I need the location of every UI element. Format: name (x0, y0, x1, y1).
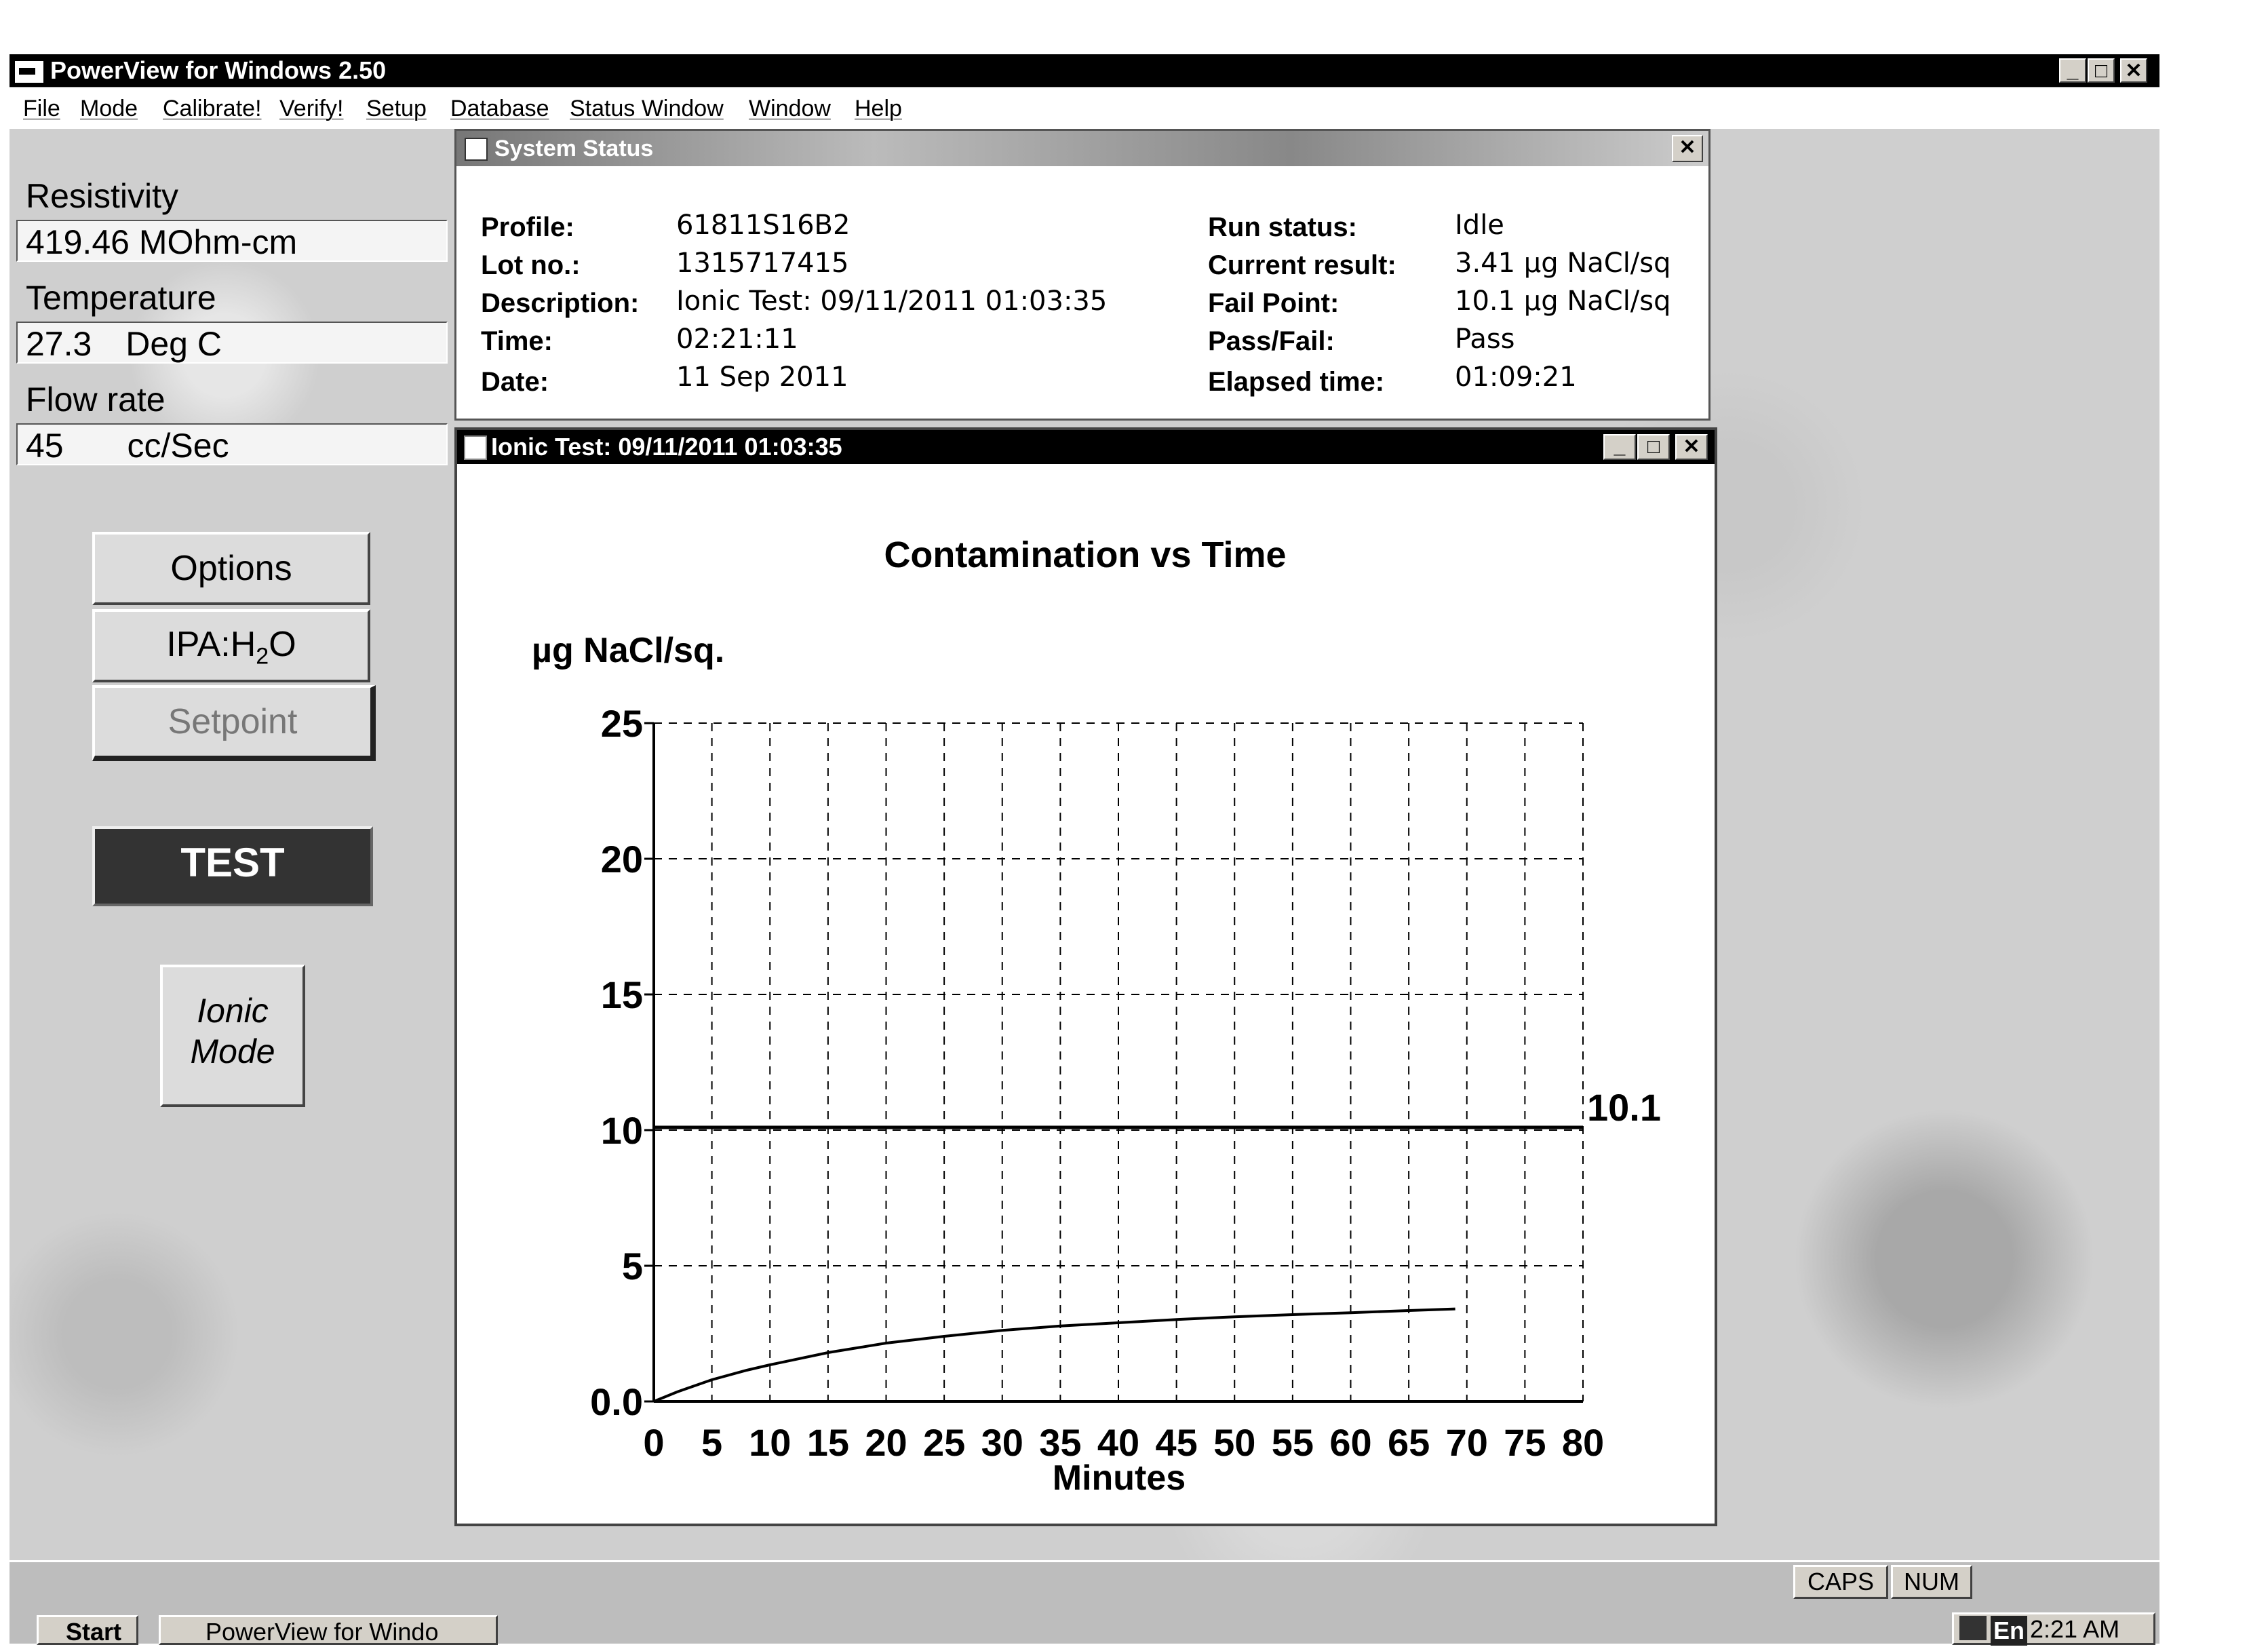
date-label: Date: (481, 367, 549, 397)
close-button[interactable]: ✕ (2120, 58, 2147, 83)
ionic-mode-button[interactable] (160, 965, 305, 1107)
menu-database[interactable]: Database (450, 96, 549, 121)
restore-button[interactable]: □ (2088, 58, 2115, 83)
x-tick-label: 0 (643, 1421, 665, 1464)
current-result-label: Current result: (1208, 250, 1396, 280)
clock: 2:21 AM (2030, 1615, 2120, 1643)
x-tick-label: 25 (922, 1421, 966, 1464)
ionic-test-window (454, 427, 1717, 1526)
x-tick-label: 10 (749, 1421, 791, 1464)
chart-title: Contamination vs Time (884, 535, 1287, 575)
num-indicator: NUM (1891, 1565, 1972, 1599)
options-button[interactable]: Options (92, 532, 370, 605)
x-tick-label: 5 (701, 1421, 723, 1464)
time-value: 02:21:11 (676, 324, 798, 355)
temperature-unit: Deg C (125, 325, 222, 363)
system-status-window (454, 129, 1710, 421)
setpoint-button[interactable]: Setpoint (92, 685, 376, 761)
resistivity-label: Resistivity (26, 177, 179, 215)
minimize-button[interactable]: _ (2059, 58, 2086, 83)
lot-value: 1315717415 (676, 248, 849, 279)
x-tick-label: 55 (1271, 1421, 1314, 1464)
taskbar-powerview-task[interactable] (159, 1615, 498, 1645)
language-indicator[interactable]: En (1991, 1616, 2027, 1646)
temperature-value: 27.3 (26, 325, 92, 363)
app-title: PowerView for Windows 2.50 (50, 56, 387, 84)
chart-maximize-button[interactable]: □ (1637, 434, 1670, 460)
ipa-text-end: O (269, 625, 296, 664)
menu-verify[interactable]: Verify! (279, 96, 344, 121)
run-status-label: Run status: (1208, 212, 1357, 242)
ipa-h2o-button[interactable] (92, 609, 370, 682)
menu-help[interactable]: Help (855, 96, 902, 121)
x-tick-label: 65 (1387, 1421, 1430, 1464)
contamination-chart (457, 465, 1715, 1525)
description-label: Description: (481, 288, 640, 318)
menu-setup[interactable]: Setup (366, 96, 427, 121)
ipa-subscript: 2 (256, 643, 269, 670)
chart-close-button[interactable]: ✕ (1675, 434, 1708, 460)
flow-rate-value: 45 (26, 427, 64, 465)
pass-fail-value: Pass (1455, 324, 1515, 355)
pass-fail-label: Pass/Fail: (1208, 326, 1335, 356)
profile-value: 61811S16B2 (676, 210, 850, 241)
contamination-series-line (654, 1309, 1455, 1401)
x-tick-label: 20 (865, 1421, 907, 1464)
description-value: Ionic Test: 09/11/2011 01:03:35 (676, 286, 1108, 317)
flow-rate-label: Flow rate (26, 381, 165, 419)
y-tick-label: 15 (600, 973, 643, 1016)
x-tick-label: 40 (1097, 1421, 1140, 1464)
y-tick-label: 25 (600, 702, 643, 745)
x-tick-label: 35 (1039, 1421, 1082, 1464)
elapsed-time-label: Elapsed time: (1208, 367, 1385, 397)
ionic-test-title-bar (457, 430, 1715, 464)
current-result-value: 3.41 µg NaCl/sq (1455, 248, 1671, 279)
start-button[interactable] (37, 1615, 138, 1645)
status-window-icon (465, 138, 488, 161)
tray-app-icon[interactable] (1959, 1616, 1987, 1640)
flow-rate-field (16, 423, 448, 465)
y-tick-label: 10 (600, 1109, 643, 1152)
status-close-button[interactable]: ✕ (1672, 135, 1703, 162)
x-tick-label: 60 (1329, 1421, 1372, 1464)
fail-point-label: Fail Point: (1208, 288, 1340, 318)
x-tick-label: 70 (1445, 1421, 1488, 1464)
menu-file[interactable]: File (23, 96, 60, 121)
lot-label: Lot no.: (481, 250, 581, 280)
fail-point-label: 10.1 (1587, 1086, 1661, 1129)
ionic-mode-line2: Mode (190, 1032, 275, 1070)
ionic-mode-line1: Ionic (197, 992, 269, 1030)
app-icon[interactable] (14, 60, 45, 84)
date-value: 11 Sep 2011 (676, 362, 848, 393)
temperature-field (16, 322, 448, 364)
app-title-bar (9, 54, 2159, 87)
flow-rate-unit: cc/Sec (127, 427, 229, 465)
y-tick-label: 20 (600, 838, 643, 880)
y-tick-label: 5 (621, 1245, 643, 1287)
ionic-test-title: Ionic Test: 09/11/2011 01:03:35 (491, 433, 842, 461)
task-label: PowerView for Windo (206, 1618, 439, 1646)
start-label: Start (66, 1618, 122, 1646)
test-button[interactable]: TEST (92, 826, 373, 906)
x-tick-label: 75 (1504, 1421, 1546, 1464)
x-tick-label: 45 (1155, 1421, 1198, 1464)
elapsed-time-value: 01:09:21 (1455, 362, 1577, 393)
chart-x-axis-label: Minutes (1052, 1458, 1186, 1498)
x-tick-label: 15 (806, 1421, 850, 1464)
run-status-value: Idle (1455, 210, 1504, 241)
menu-bar (9, 88, 2159, 129)
menu-mode[interactable]: Mode (80, 96, 138, 121)
system-status-title-bar (456, 131, 1708, 166)
fail-point-value: 10.1 µg NaCl/sq (1455, 286, 1671, 317)
menu-calibrate[interactable]: Calibrate! (163, 96, 262, 121)
x-tick-label: 50 (1213, 1421, 1256, 1464)
time-label: Time: (481, 326, 553, 356)
menu-status-window[interactable]: Status Window (570, 96, 724, 121)
taskbar (9, 1560, 2159, 1644)
temperature-label: Temperature (26, 279, 216, 317)
chart-y-axis-label: µg NaCl/sq. (532, 631, 725, 670)
caps-indicator: CAPS (1793, 1565, 1888, 1599)
chart-minimize-button[interactable]: _ (1603, 434, 1636, 460)
system-tray (1952, 1612, 2155, 1645)
chart-window-icon (464, 435, 487, 460)
profile-label: Profile: (481, 212, 574, 242)
resistivity-value: 419.46 MOhm-cm (16, 220, 448, 262)
ipa-text: IPA:H (166, 625, 256, 664)
menu-window[interactable]: Window (749, 96, 831, 121)
left-panel (9, 129, 454, 1560)
system-status-title: System Status (494, 136, 654, 161)
x-tick-label: 30 (981, 1421, 1023, 1464)
y-tick-label: 0.0 (590, 1380, 643, 1423)
x-tick-label: 80 (1561, 1421, 1605, 1464)
